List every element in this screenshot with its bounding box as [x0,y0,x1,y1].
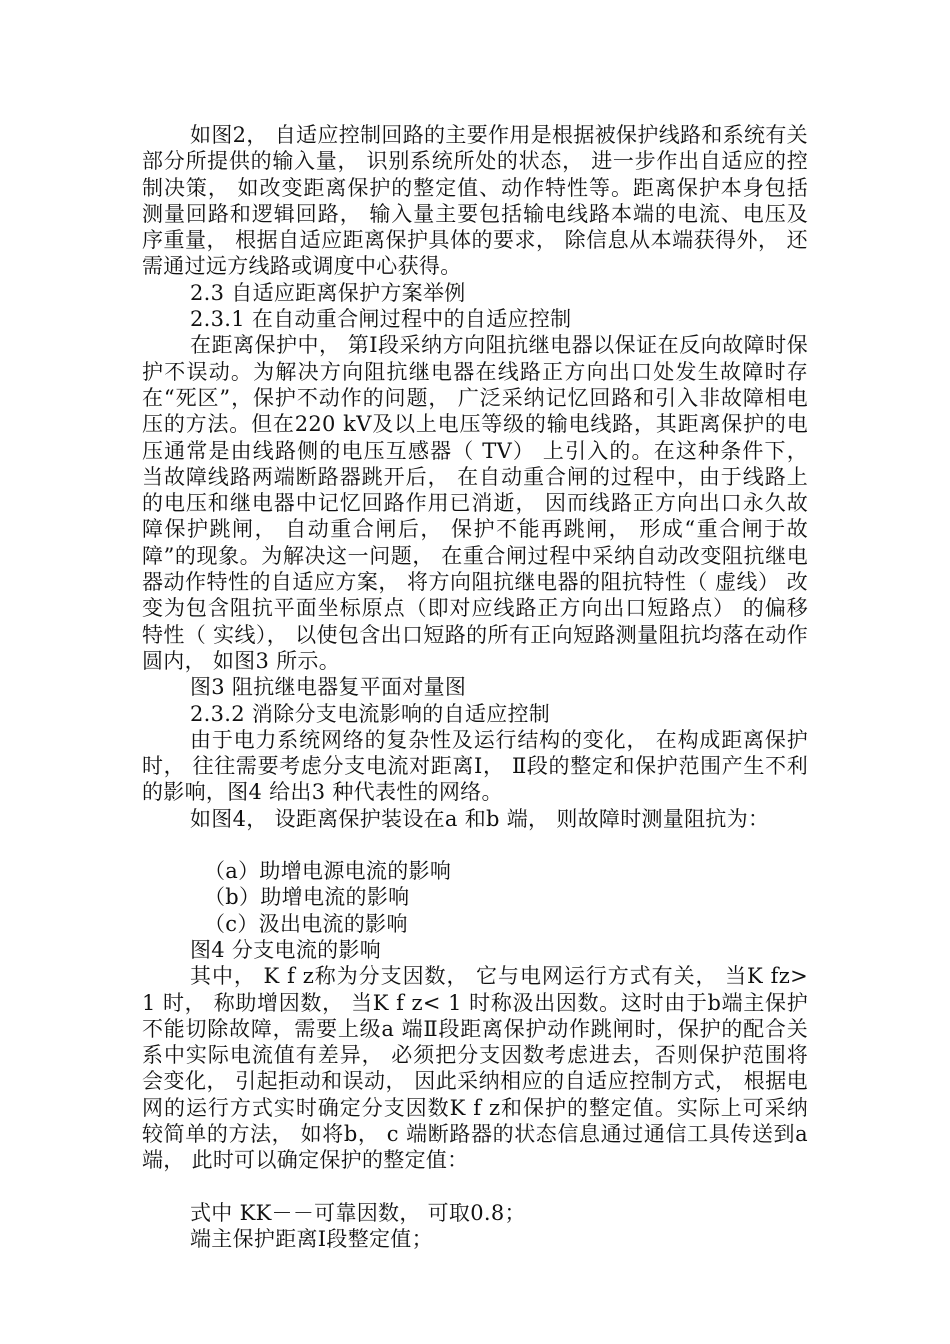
paragraph-adaptive-control-loop: 如图2， 自适应控制回路的主要作用是根据被保护线路和系统有关部分所提供的输入量， 识别系统所处的状态， 进一步作出自适应的控制决策， 如改变距离保护的整定值、动作特性等。距离保护本身包括测量回路和逻辑回路， 输入量主要包括输电线路本端的电流、电压及序重量， 根据自适应距离保护具体的要求， 除信息从本端获得外， 还需通过远方线路或调度中心获得。 [142,123,808,279]
section-heading-2-3: 2.3 自适应距离保护方案举例 [190,280,466,305]
figure-4-caption: 图4 分支电流的影响 [190,937,382,962]
list-item-b: （b）助增电流的影响 [204,885,410,910]
paragraph-measured-impedance: 如图4， 设距离保护装设在a 和b 端， 则故障时测量阻抗为： [190,806,770,831]
document-page [142,122,808,1252]
paragraph-reclosing-control: 在距离保护中， 第Ⅰ段采纳方向阻抗继电器以保证在反向故障时保护不误动。为解决方向阻抗继电器在线路正方向出口处发生故障时存在“死区”，保护不动作的问题， 广泛采纳记忆回路和引入非故障相电压的方法。但在220 kV及以上电压等级的输电线路，其距离保护的电压通常是由线路侧的电压互感器（ TV） 上引入的。在这种条件下， 当故障线路两端断路器跳开后， 在自动重合闸的过程中，由于线路上的电压和继电器中记忆回路作用已消逝， 因而线路正方向出口永久故障保护跳闸， 自动重合闸后， 保护不能再跳闸， 形成“重合闸于故障”的现象。为解决这一问题， 在重合闸过程中采纳自动改变阻抗继电器动作特性的自适应方案， 将方向阻抗继电器的阻抗特性（ 虚线） 改变为包含阻抗平面坐标原点（即对应线路正方向出口短路点） 的偏移特性（ 实线）， 以使包含出口短路的所有正向短路测量阻抗均落在动作圆内， 如图3 所示。 [142,333,808,673]
section-heading-2-3-2: 2.3.2 消除分支电流影响的自适应控制 [190,701,551,726]
list-item-a: （a）助增电源电流的影响 [204,859,452,884]
formula-gap [142,832,808,858]
section-heading-2-3-1: 2.3.1 在自动重合闸过程中的自适应控制 [190,307,572,332]
list-item-c: （c）汲出电流的影响 [204,911,408,936]
formula-note-kk: 式中 KK－－可靠因数， 可取0.8； [190,1200,526,1225]
paragraph-branch-current: 由于电力系统网络的复杂性及运行结构的变化， 在构成距离保护时， 往往需要考虑分支电流对距离Ⅰ， Ⅱ段的整定和保护范围产生不利的影响，图4 给出3 种代表性的网络。 [142,727,808,805]
formula-gap [142,1174,808,1200]
figure-3-caption: 图3 阻抗继电器复平面对量图 [190,675,467,700]
formula-note-setting: 端主保护距离Ⅰ段整定值； [190,1226,433,1251]
paragraph-branch-factor: 其中， K f z称为分支因数， 它与电网运行方式有关， 当K fz> 1 时， 称助增因数， 当K f z< 1 时称汲出因数。这时由于b端主保护不能切除故障，需要上级a 端Ⅱ段距离保护动作跳闸时，保护的配合关系中实际电流值有差异， 必须把分支因数考虑进去，否则保护范围将会变化， 引起拒动和误动， 因此采纳相应的自适应控制方式， 根据电网的运行方式实时确定分支因数K f z和保护的整定值。实际上可采纳较简单的方法， 如将b， c 端断路器的状态信息通过通信工具传送到a 端， 此时可以确定保护的整定值： [142,964,808,1173]
